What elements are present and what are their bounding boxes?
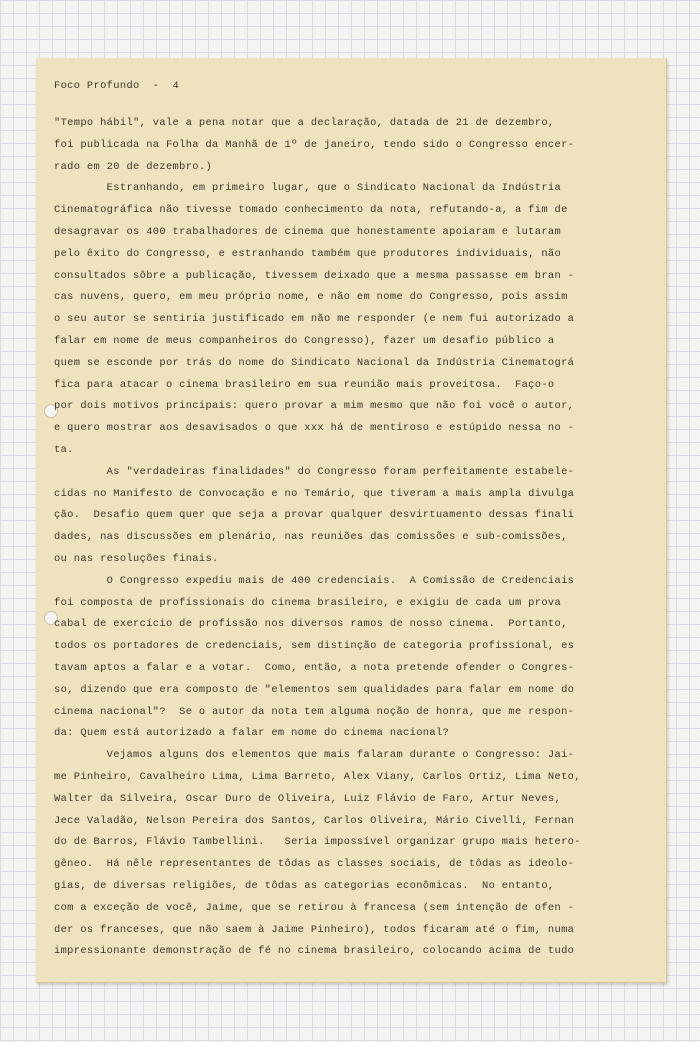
text-line: fica para atacar o cinema brasileiro em sua reunião mais proveitosa. Faço-o xyxy=(54,378,555,391)
text-line: der os franceses, que não saem à Jaime Pinheiro), todos ficaram até o fim, numa xyxy=(54,923,575,936)
text-line: ou nas resoluções finais. xyxy=(54,553,219,565)
text-line: cidas no Manifesto de Convocação e no Temário, que tiveram a mais ampla divulga xyxy=(54,487,575,500)
text-line: foi composta de profissionais do cinema brasileiro, e exigiu de cada um prova xyxy=(54,596,562,609)
text-line: Vejamos alguns dos elementos que mais falaram durante o Congresso: Jai- xyxy=(54,749,575,762)
text-line: me Pinheiro, Cavalheiro Lima, Lima Barreto, Alex Viany, Carlos Ortiz, Lima Neto, xyxy=(54,771,581,783)
text-line: As "verdadeiras finalidades" do Congresso foram perfeitamente estabele- xyxy=(54,465,575,478)
text-line: foi publicada na Folha da Manhã de 1º de janeiro, tendo sido o Congresso encer- xyxy=(54,138,575,151)
text-line: consultados sôbre a publicação, tivessem deixado que a mesma passasse em bran - xyxy=(54,269,575,282)
text-line: ta. xyxy=(54,444,74,456)
text-line: Cinematográfica não tivesse tomado conhecimento da nota, refutando-a, a fim de xyxy=(54,204,568,217)
text-line: Estranhando, em primeiro lugar, que o Sindicato Nacional da Indústria xyxy=(54,182,562,195)
text-line: gêneo. Há nêle representantes de tôdas as classes sociais, de tôdas as ideolo- xyxy=(54,858,575,871)
typewritten-page xyxy=(36,58,667,983)
page-header: Foco Profundo - 4 xyxy=(54,80,180,92)
text-line: desagravar os 400 trabalhadores de cinema que honestamente apoiaram e lutaram xyxy=(54,226,562,238)
text-line: Walter da Silveira, Oscar Duro de Oliveira, Luiz Flávio de Faro, Artur Neves, xyxy=(54,792,562,805)
text-line: pelo êxito do Congresso, e estranhando também que produtores individuais, não xyxy=(54,247,562,260)
text-line: rado em 20 de dezembro.) xyxy=(54,160,213,173)
text-line: da: Quem está autorizado a falar em nome do cinema nacional? xyxy=(54,727,450,740)
text-line: e quero mostrar aos desavisados o que xxx há de mentiroso e estúpido nessa no - xyxy=(54,422,575,435)
text-line: dades, nas discussões em plenário, nas reuniões das comissões e sub-comissões, xyxy=(54,531,568,544)
text-line: quem se esconde por trás do nome do Sindicato Nacional da Indústria Cinematográ xyxy=(54,356,575,369)
text-line: ção. Desafio quem quer que seja a provar qualquer desvirtuamento dessas finali xyxy=(54,509,575,522)
text-line: cabal de exercício de profissão nos diversos ramos de nosso cinema. Portanto, xyxy=(54,618,568,631)
text-line: do de Barros, Flávio Tambellini. Seria impossível organizar grupo mais hetero- xyxy=(54,836,581,849)
text-line: "Tempo hábil", vale a pena notar que a declaração, datada de 21 de dezembro, xyxy=(54,117,555,129)
text-line: o seu autor se sentiria justificado em não me responder (e nem fui autorizado a xyxy=(54,313,575,326)
text-line: com a exceção de você, Jaime, que se retirou à francesa (sem intenção de ofen - xyxy=(54,901,575,914)
text-line: cas nuvens, quero, em meu próprio nome, e não em nome do Congresso, pois assim xyxy=(54,291,568,304)
text-line: Jece Valadão, Nelson Pereira dos Santos, Carlos Oliveira, Mário Civelli, Fernan xyxy=(54,814,575,827)
text-line: so, dizendo que era composto de "elementos sem qualidades para falar em nome do xyxy=(54,683,575,696)
text-line: todos os portadores de credenciais, sem distinção de categoria profissional, es xyxy=(54,640,575,653)
text-line: por dois motivos principais: quero provar a mim mesmo que não foi você o autor, xyxy=(54,400,575,413)
text-line: gias, de diversas religiões, de tôdas as categorias econômicas. No entanto, xyxy=(54,880,555,892)
text-line: impressionante demonstração de fé no cinema brasileiro, colocando acima de tudo xyxy=(54,945,575,958)
text-line: cinema nacional"? Se o autor da nota tem alguma noção de honra, que me respon- xyxy=(54,705,575,718)
text-line: tavam aptos a falar e a votar. Como, então, a nota pretende ofender o Congres- xyxy=(54,662,575,674)
text-line: O Congresso expediu mais de 400 credenciais. A Comissão de Credenciais xyxy=(54,574,575,587)
text-line: falar em nome de meus companheiros do Congresso), fazer um desafio público a xyxy=(54,335,555,347)
